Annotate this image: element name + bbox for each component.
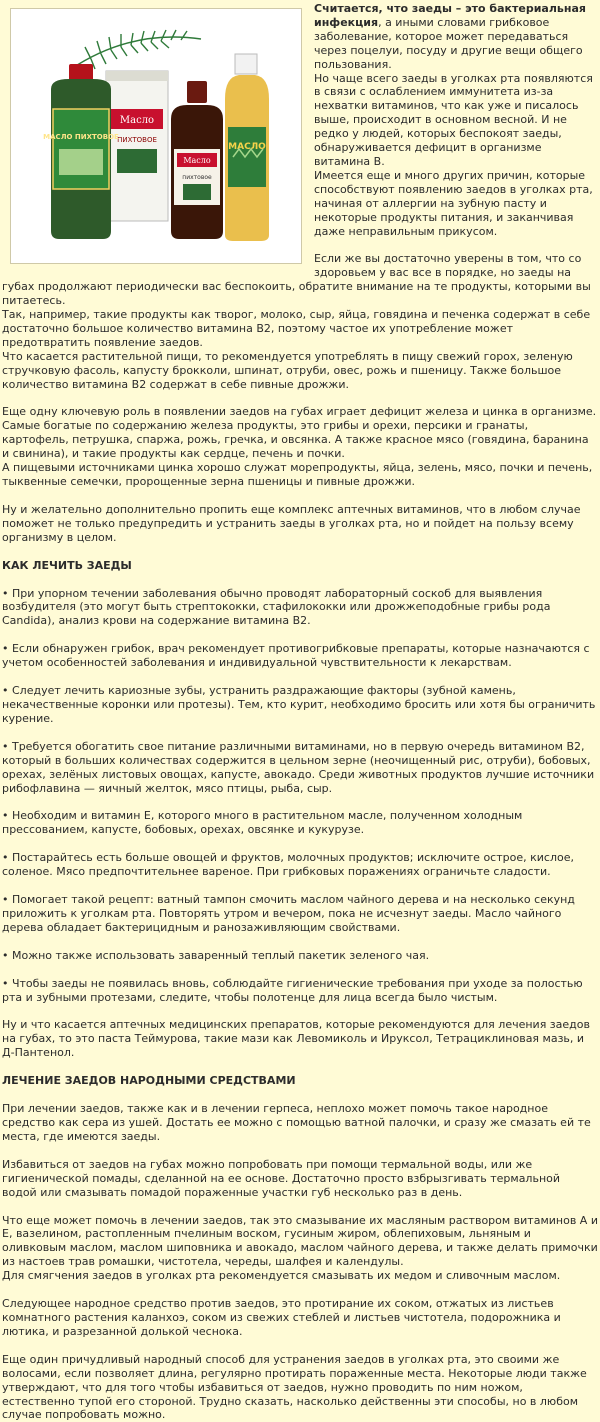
- box-product-text: ПИХТОВОЕ: [117, 136, 157, 144]
- folk-remedy-item: Следующее народное средство против заедов, это протирание их соком, отжатых из листьев комнатного растения каланхоэ, соком из свежих стеблей и листьев чистотела, подорожника и лютика, и разрезанной долькой чеснока.: [2, 1297, 561, 1338]
- treatment-item: • Помогает такой рецепт: ватный тампон смочить маслом чайного дерева и на несколько секунд приложить к уголкам рта. Повторять утром и вечером, пока не исчезнут заеды. Масло чайного дерева обладает бактерицидным и ранозаживляющим свойствами.: [2, 893, 575, 934]
- treatment-item: Ну и что касается аптечных медицинских препаратов, которые рекомендуются для лечения заедов на губах, то это паста Теймурова, такие мази как Левомиколь и Ируксол, Тетрациклиновая мазь, и Д-Пантенол.: [2, 1018, 590, 1060]
- intro-paragraph-2: Но чаще всего заеды в уголках рта появляются в связи с ослаблением иммунитета из-за нехватки витаминов, что как уже и писалось выше, происходит в основном весной. И не редко у людей, которых беспокоят заеды, обнаруживается дефицит в организме витамина В.: [314, 71, 593, 168]
- box-brand-text: Масло: [119, 115, 155, 126]
- bottle2-product-text: пихтовое: [182, 174, 212, 181]
- folk-remedy-item: Избавиться от заедов на губах можно попробовать при помощи термальной воды, или же гигиенической помады, сделанной на ее основе. Достаточно просто взбрызгивать термальной водой или смазывать помадой пораженные участки губ несколько раз в день.: [2, 1157, 561, 1199]
- intro-paragraph-7: Еще одну ключевую роль в появлении заедов на губах играет дефицит железа и цинка в организме. Самые богатые по содержанию железа продукты, это грибы и орехи, персики и гранаты, картофель, петрушка, спаржа, рожь, гречка, и овсянка. А также красное мясо (говядина, баранина и свинина), и такие продукты как сердце, печень и почки.: [2, 405, 597, 461]
- treatment-item: • Следует лечить кариозные зубы, устранить раздражающие факторы (зубной камень, некачественные коронки или протезы). Тем, кто курит, необходимо бросить или хотя бы ограничить курение.: [2, 684, 596, 725]
- intro-lead-rest: , а иными словами грибковое заболевание, которое может передаваться через поцелуи, посуду и другие вещи общего пользования.: [314, 15, 583, 71]
- intro-lead-bold: Считается, что заеды – это бактериальная инфекция: [314, 2, 586, 29]
- treatment-item: • Требуется обогатить свое питание различными витаминами, но в первую очередь витамином В2, который в больших количествах содержится в цельном зерне (неочищенный рис, отруби), бобовых, орехах, зелёных листовых овощах, капусте, авокадо. Среди животных продуктов лучшие источники рибофлавина — яичный желток, мясо птицы, рыба, сыр.: [2, 739, 595, 795]
- treatment-item: • Можно также использовать заваренный теплый пакетик зеленого чая.: [2, 948, 430, 962]
- treatment-item: • При упорном течении заболевания обычно проводят лабораторный соскоб для выявления возбудителя (это могут быть стрептококки, стафилококки или дрожжеподобные грибы рода Candida), анализ крови на содержание витамина В2.: [2, 586, 551, 628]
- bottle1-label-text: МАСЛО ПИХТОВОЕ: [43, 133, 119, 141]
- intro-paragraph-3: Имеется еще и много других причин, которые способствуют появлению заедов в уголках рта, начиная от аллергии на зубную пасту и некоторые продукты питания, и заканчивая даже неправильным прикусом.: [314, 168, 593, 238]
- treatment-item: • Постарайтесь есть больше овощей и фруктов, молочных продуктов; исключите острое, кислое, соленое. Мясо предпочтительнее вареное. При грибковых поражениях ограничьте сладости.: [2, 851, 574, 879]
- bottle2-brand-text: Масло: [183, 156, 211, 165]
- section-heading-folk-remedies: ЛЕЧЕНИЕ ЗАЕДОВ НАРОДНЫМИ СРЕДСТВАМИ: [2, 1074, 296, 1088]
- folk-remedy-item: Еще один причудливый народный способ для устранения заедов в уголках рта, это своими же волосами, если позволяет длина, регулярно протирать пораженные места. Некоторые люди также утверждают, что для того чтобы избавиться от заедов, нужно проводить по ним ножом, естественно тупой его стороной. Трудно сказать, насколько действенны эти способы, но в любом случае попробовать можно.: [2, 1352, 587, 1422]
- intro-paragraph-4: Если же вы достаточно уверены в том, что со здоровьем у вас все в порядке, но заеды на губах продолжают периодически вас беспокоить, обратите внимание на те продукты, которыми вы питаетесь.: [2, 252, 591, 308]
- treatment-item: • Если обнаружен грибок, врач рекомендует противогрибковые препараты, которые назначаются с учетом особенностей заболевания и индивидуальной чувствительности к лекарствам.: [2, 642, 590, 670]
- folk-remedy-item: Для смягчения заедов в уголках рта рекомендуется смазывать их медом и сливочным маслом.: [2, 1269, 561, 1283]
- intro-paragraph-6: Что касается растительной пищи, то рекомендуется употреблять в пищу свежий горох, зеленую стручковую фасоль, капусту брокколи, шпинат, отруби, овес, рожь и пшеницу. Также большое количество витамина В2 содержат в себе пивные дрожжи.: [2, 349, 573, 391]
- folk-remedy-item: При лечении заедов, также как и в лечении герпеса, неплохо может помочь такое народное средство как сера из ушей. Достать ее можно с помощью ватной палочки, и сразу же смазать ей те места, где имеются заеды.: [2, 1102, 591, 1143]
- fir-oil-product-photo: [10, 8, 302, 264]
- bottle3-label-text: МАСЛО: [228, 142, 266, 152]
- intro-paragraph-8: А пищевыми источниками цинка хорошо служат морепродукты, яйца, зелень, мясо, почки и печень, тыквенные семечки, пророщенные зерна пшеницы и пивные дрожжи.: [2, 461, 593, 488]
- section-heading-treatment: КАК ЛЕЧИТЬ ЗАЕДЫ: [2, 558, 132, 572]
- treatment-item: • Необходим и витамин Е, которого много в растительном масле, полученном холодным прессованием, капусте, бобовых, орехах, овсянке и кукурузе.: [2, 809, 523, 837]
- folk-remedy-item: Что еще может помочь в лечении заедов, так это смазывание их масляным раствором витаминов А и Е, вазелином, растопленным пчелиным воском, гусиным жиром, облепиховым, льняным и оливковым маслом, маслом шиповника и авокадо, маслом чайного дерева, и также делать примочки из настоев трав ромашки, чистотела, череды, шалфея и календулы.: [2, 1213, 598, 1269]
- intro-paragraph-5: Так, например, такие продукты как творог, молоко, сыр, яйца, говядина и печенка содержат в себе достаточно большое количество витамина В2, поэтому частое их употребление может предотвратить появление заедов.: [2, 308, 591, 349]
- fir-oil-bottles-image: [11, 9, 301, 263]
- treatment-item: • Чтобы заеды не появилась вновь, соблюдайте гигиенические требования при уходе за полостью рта и зубными протезами, следите, чтобы полотенце для лица всегда было чистым.: [2, 976, 583, 1004]
- intro-paragraph-9: Ну и желательно дополнительно пропить еще комплекс аптечных витаминов, что в любом случае поможет не только предупредить и устранить заеды в уголках рта, но и пойдет на пользу всему организму в целом.: [2, 502, 581, 544]
